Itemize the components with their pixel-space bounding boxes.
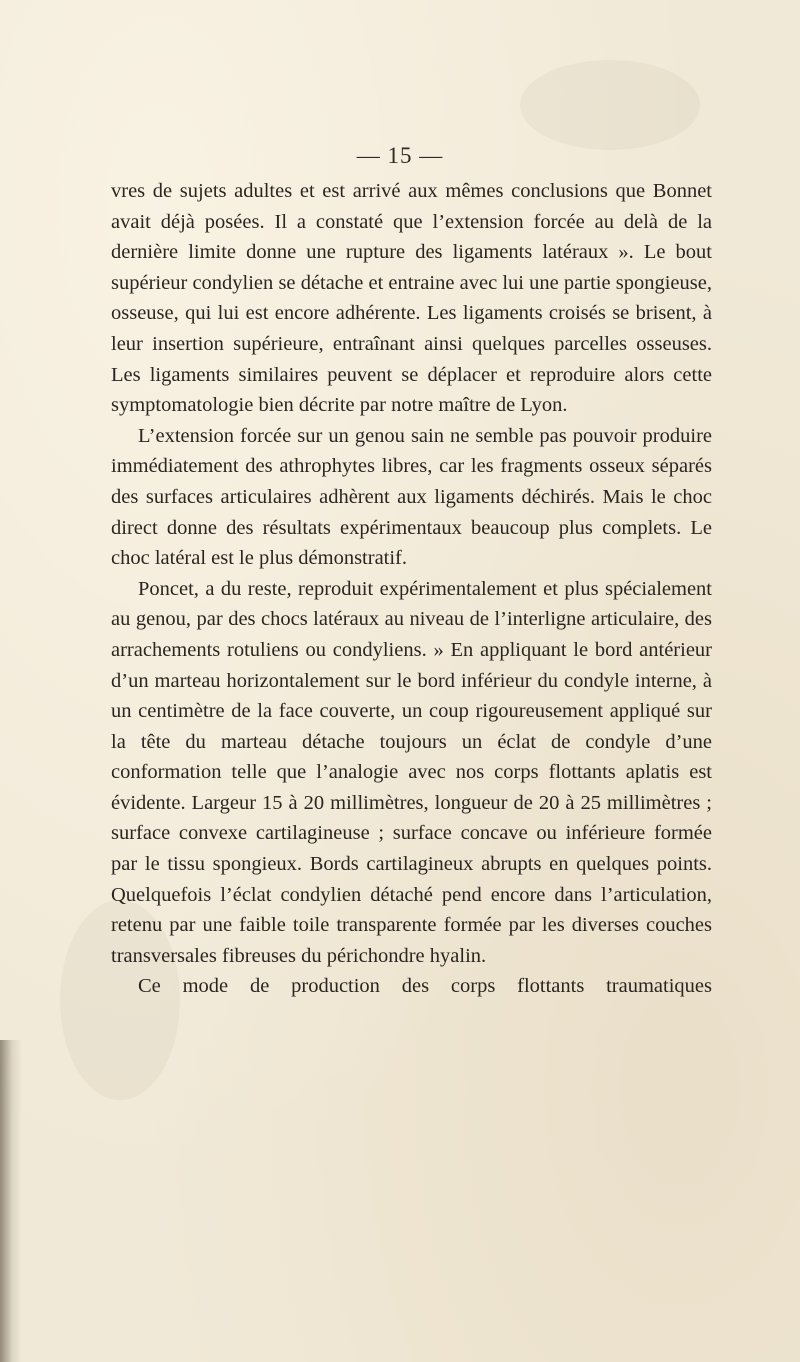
binding-shadow bbox=[0, 1040, 22, 1362]
paper-stain bbox=[520, 60, 700, 150]
paragraph-4: Ce mode de production des corps flottants traumatiques bbox=[138, 975, 712, 998]
page-number: — 15 — bbox=[356, 143, 444, 168]
paragraph-1: vres de sujets adultes et est arrivé aux mêmes conclusions que Bonnet avait déjà posées. Il a constaté que l’extension forcée au delà de la dernière limite donne une rupture des ligaments latéraux ». Le bout supérieur condylien se détache et entraine avec lui une partie spongieuse, osseuse, qui lui est encore adhérente. Les ligaments croisés se brisent, à leur insertion supérieure, entraînant ainsi quelques parcelles osseuses. Les ligaments similaires peuvent se déplacer et reproduire alors cette symptomatologie bien décrite par notre maître de Lyon. bbox=[111, 180, 712, 417]
paragraph-2: L’extension forcée sur un genou sain ne semble pas pouvoir produire immédiatement des athrophytes libres, car les fragments osseux séparés des surfaces articulaires adhèrent aux ligaments déchirés. Mais le choc direct donne des résultats expérimentaux beaucoup plus complets. Le choc latéral est le plus démonstratif. bbox=[111, 424, 712, 570]
body-text bbox=[111, 176, 712, 1002]
paragraph-3: Poncet, a du reste, reproduit expérimentalement et plus spécialement au genou, par des chocs latéraux au niveau de l’interligne articulaire, des arrachements rotuliens ou condyliens. » En appliquant le bord antérieur d’un marteau horizontalement sur le bord inférieur du condyle interne, à un centimètre de la face couverte, un coup rigoureusement appliqué sur la tête du marteau détache toujours un éclat de condyle d’une conformation telle que l’analogie avec nos corps flottants aplatis est évidente. Largeur 15 à 20 millimètres, longueur de 20 à 25 millimètres ; surface convexe cartilagineuse ; surface concave ou inférieure formée par le tissu spongieux. Bords cartilagineux abrupts en quelques points. Quelquefois l’éclat condylien détaché pend encore dans l’articulation, retenu par une faible toile transparente formée par les diverses couches transversales fibreuses du périchondre hyalin. bbox=[111, 577, 712, 967]
